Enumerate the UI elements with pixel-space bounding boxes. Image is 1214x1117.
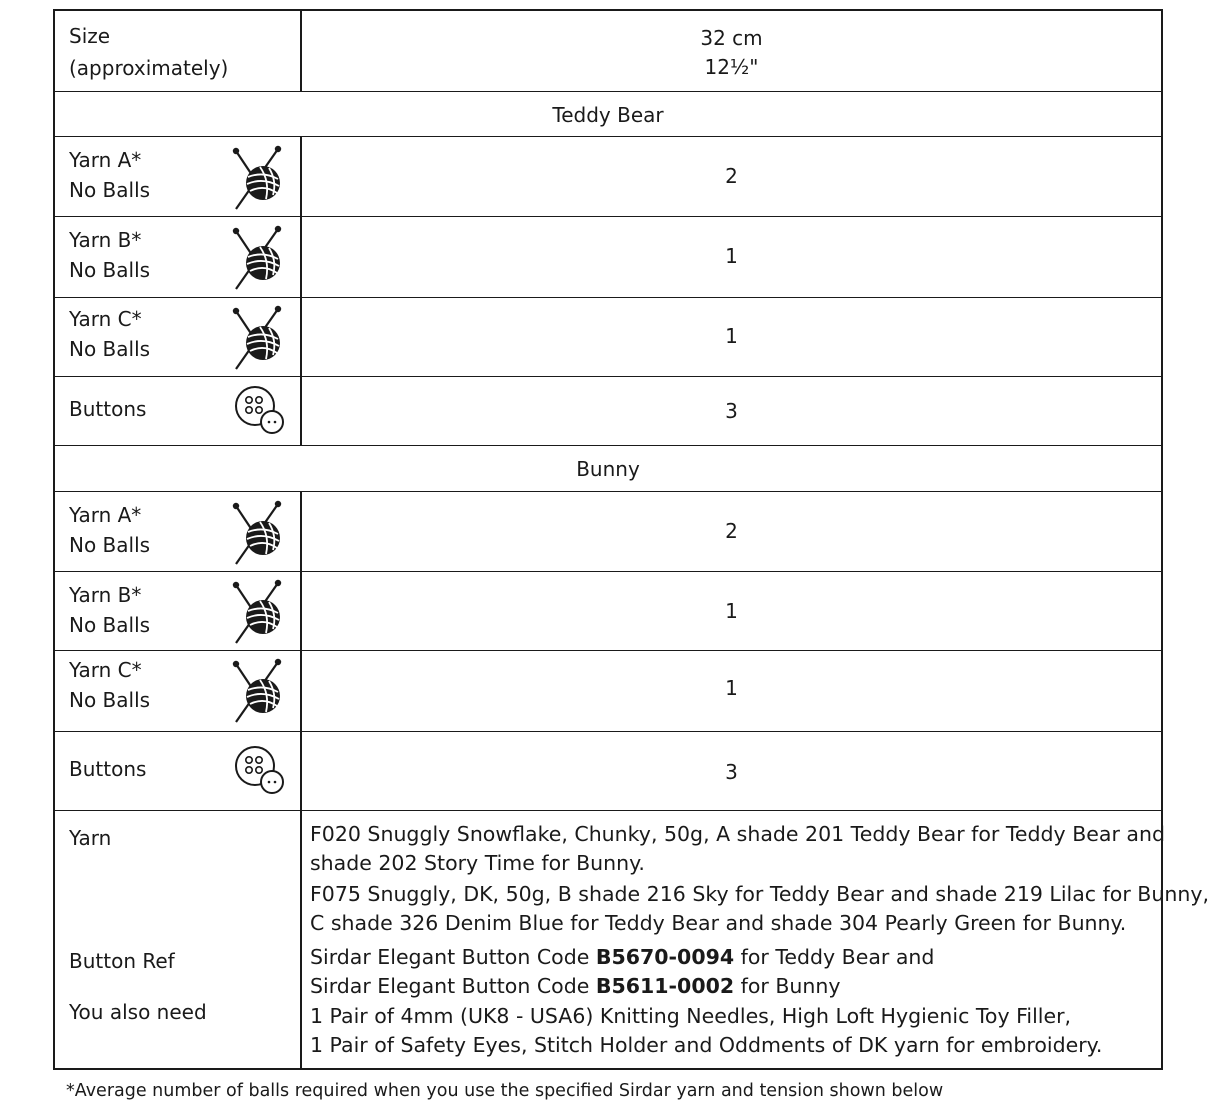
row-label-sub: No Balls bbox=[69, 258, 151, 282]
teddy-yarn-c-row bbox=[55, 298, 1161, 377]
row-label: Yarn A* bbox=[69, 148, 142, 172]
buttons-icon bbox=[232, 384, 286, 436]
row-value-cell bbox=[302, 732, 1161, 810]
size-value-cm: 32 cm bbox=[700, 26, 763, 50]
teddy-buttons-row bbox=[55, 377, 1161, 446]
row-label: Yarn A* bbox=[69, 503, 142, 527]
row-label-sub: No Balls bbox=[69, 688, 151, 712]
row-label-sub: No Balls bbox=[69, 533, 151, 557]
teddy-yarn-a-row bbox=[55, 137, 1161, 217]
yarn-ball-icon bbox=[230, 143, 286, 213]
row-value: 3 bbox=[725, 399, 738, 423]
bunny-yarn-c-row bbox=[55, 651, 1161, 732]
row-label-cell bbox=[55, 572, 302, 650]
row-label-cell bbox=[55, 298, 302, 376]
yarn-ball-icon bbox=[230, 303, 286, 373]
materials-table bbox=[53, 9, 1209, 1070]
row-label-cell bbox=[55, 217, 302, 297]
bunny-yarn-b-row bbox=[55, 572, 1161, 651]
size-value-in: 12½" bbox=[704, 55, 759, 79]
teddy-yarn-b-row bbox=[55, 217, 1161, 298]
button-code: B5670-0094 bbox=[595, 945, 735, 969]
section-header-bunny bbox=[55, 446, 1161, 492]
also-need-description: 1 Pair of Safety Eyes, Stitch Holder and Oddments of DK yarn for embroidery. bbox=[310, 1033, 1103, 1057]
row-value: 2 bbox=[725, 164, 738, 188]
bunny-buttons-row bbox=[55, 732, 1161, 811]
row-label: Buttons bbox=[69, 397, 147, 421]
buttons-icon bbox=[232, 744, 286, 796]
row-label-cell bbox=[55, 492, 302, 571]
row-value-cell bbox=[302, 651, 1161, 731]
row-value: 1 bbox=[725, 244, 738, 268]
yarn-ball-icon bbox=[230, 577, 286, 647]
also-need-label: You also need bbox=[69, 1000, 207, 1024]
row-value: 1 bbox=[725, 599, 738, 623]
materials-label-cell bbox=[55, 811, 302, 1068]
yarn-description: shade 202 Story Time for Bunny. bbox=[310, 851, 645, 875]
row-value: 1 bbox=[725, 676, 738, 700]
size-label: Size bbox=[69, 24, 111, 48]
button-text: for Bunny bbox=[734, 974, 841, 998]
button-description bbox=[310, 942, 1153, 972]
row-label: Yarn B* bbox=[69, 228, 142, 252]
row-value: 3 bbox=[725, 760, 738, 784]
yarn-description: F020 Snuggly Snowflake, Chunky, 50g, A shade 201 Teddy Bear for Teddy Bear and bbox=[310, 822, 1165, 846]
button-text: Sirdar Elegant Button Code bbox=[310, 974, 596, 998]
size-row bbox=[55, 11, 1161, 92]
row-label-cell bbox=[55, 377, 302, 445]
yarn-ball-icon bbox=[230, 223, 286, 293]
row-label: Yarn B* bbox=[69, 583, 142, 607]
button-description bbox=[310, 971, 1153, 1001]
materials-row bbox=[55, 811, 1209, 1068]
size-value-cell bbox=[302, 11, 1161, 91]
row-value: 1 bbox=[725, 324, 738, 348]
footnote: *Average number of balls required when you use the specified Sirdar yarn and tension shown below bbox=[66, 1081, 944, 1101]
row-label-cell bbox=[55, 137, 302, 216]
section-title: Bunny bbox=[576, 457, 640, 481]
row-value-cell bbox=[302, 217, 1161, 297]
section-header-teddy-bear bbox=[55, 92, 1161, 137]
also-need-description: 1 Pair of 4mm (UK8 - USA6) Knitting Needles, High Loft Hygienic Toy Filler, bbox=[310, 1004, 1072, 1028]
button-text: for Teddy Bear and bbox=[734, 945, 935, 969]
row-label: Yarn C* bbox=[69, 658, 142, 682]
yarn-ball-icon bbox=[230, 498, 286, 568]
row-label-cell bbox=[55, 732, 302, 810]
row-value-cell bbox=[302, 492, 1161, 571]
row-value-cell bbox=[302, 572, 1161, 650]
row-label: Yarn C* bbox=[69, 307, 142, 331]
yarn-ball-icon bbox=[230, 656, 286, 726]
row-value-cell bbox=[302, 298, 1161, 376]
size-label-sub: (approximately) bbox=[69, 56, 229, 80]
row-label-sub: No Balls bbox=[69, 337, 151, 361]
bunny-yarn-a-row bbox=[55, 492, 1161, 572]
yarn-description: F075 Snuggly, DK, 50g, B shade 216 Sky for Teddy Bear and shade 219 Lilac for Bunny, bbox=[310, 882, 1209, 906]
materials-value-cell bbox=[302, 811, 1209, 1068]
row-label-sub: No Balls bbox=[69, 613, 151, 637]
row-label-sub: No Balls bbox=[69, 178, 151, 202]
button-code: B5611-0002 bbox=[595, 974, 735, 998]
button-text: Sirdar Elegant Button Code bbox=[310, 945, 596, 969]
button-ref-label: Button Ref bbox=[69, 949, 175, 973]
size-label-cell bbox=[55, 11, 302, 91]
row-value: 2 bbox=[725, 519, 738, 543]
row-label-cell bbox=[55, 651, 302, 731]
yarn-description: C shade 326 Denim Blue for Teddy Bear and shade 304 Pearly Green for Bunny. bbox=[310, 911, 1127, 935]
row-label: Buttons bbox=[69, 757, 147, 781]
yarn-label: Yarn bbox=[69, 826, 112, 850]
row-value-cell bbox=[302, 377, 1161, 445]
row-value-cell bbox=[302, 137, 1161, 216]
section-title: Teddy Bear bbox=[552, 103, 664, 127]
